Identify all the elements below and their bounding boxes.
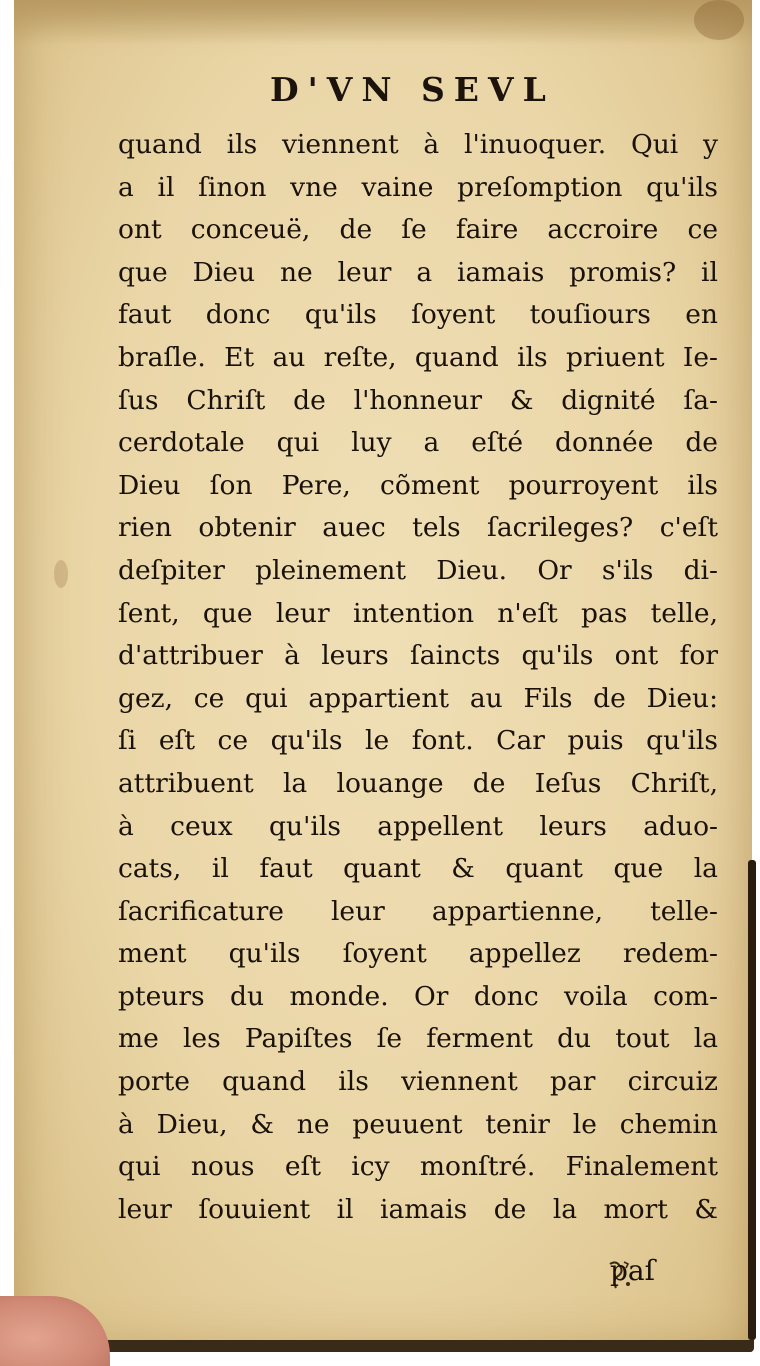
text-line: ment qu'ils ſoyent appellez redem- xyxy=(118,938,718,970)
text-line: cerdotale qui luy a eſté donnée de xyxy=(118,427,718,459)
text-line: d'attribuer à leurs ſaincts qu'ils ont for xyxy=(118,640,718,672)
catchword: paſ xyxy=(610,1254,655,1287)
text-line: ſacrificature leur appartienne, telle- xyxy=(118,895,718,927)
text-line: faut donc qu'ils ſoyent touſiours en xyxy=(118,299,718,331)
text-line: leur ſouuient il iamais de la mort & xyxy=(118,1193,718,1225)
text-line: ſi eſt ce qu'ils le font. Car puis qu'ils xyxy=(118,725,718,757)
paper-stain xyxy=(14,0,752,45)
page-edge xyxy=(14,1340,754,1352)
text-line: que Dieu ne leur a iamais promis? il xyxy=(118,256,718,288)
text-line: qui nous eſt icy monſtré. Finalement xyxy=(118,1151,718,1183)
text-line: me les Papiſtes ſe ferment du tout la xyxy=(118,1023,718,1055)
text-line: quand ils viennent à l'inuoquer. Qui y xyxy=(118,129,718,160)
text-line: ſus Chriſt de l'honneur & dignité ſa- xyxy=(118,384,718,416)
text-line: à ceux qu'ils appellent leurs aduo- xyxy=(118,810,718,842)
text-line: porte quand ils viennent par circuiz xyxy=(118,1066,718,1098)
binding-edge xyxy=(748,860,756,1340)
text-line: cats, il faut quant & quant que la xyxy=(118,853,718,885)
body-text xyxy=(118,124,718,1231)
text-line: a il ſinon vne vaine preſomption qu'ils xyxy=(118,171,718,203)
text-line: pteurs du monde. Or donc voila com- xyxy=(118,980,718,1012)
text-line: gez, ce qui appartient au Fils de Dieu: xyxy=(118,682,718,714)
paper-stain xyxy=(694,0,744,40)
text-line: ſent, que leur intention n'eſt pas telle, xyxy=(118,597,718,629)
text-line: attribuent la louange de Ieſus Chriſt, xyxy=(118,767,718,799)
text-line: à Dieu, & ne peuuent tenir le chemin xyxy=(118,1108,718,1140)
text-line: deſpiter pleinement Dieu. Or s'ils di- xyxy=(118,554,718,586)
running-head: D'VN SEVL xyxy=(270,70,555,109)
text-line: braſle. Et au reſte, quand ils priuent Ie- xyxy=(118,341,718,373)
text-line: ont conceuë, de ſe faire accroire ce xyxy=(118,214,718,246)
text-line: rien obtenir auec tels ſacrileges? c'eſt xyxy=(118,512,718,544)
text-line: Dieu ſon Pere, cõment pourroyent ils xyxy=(118,469,718,501)
paper-stain xyxy=(54,560,68,588)
